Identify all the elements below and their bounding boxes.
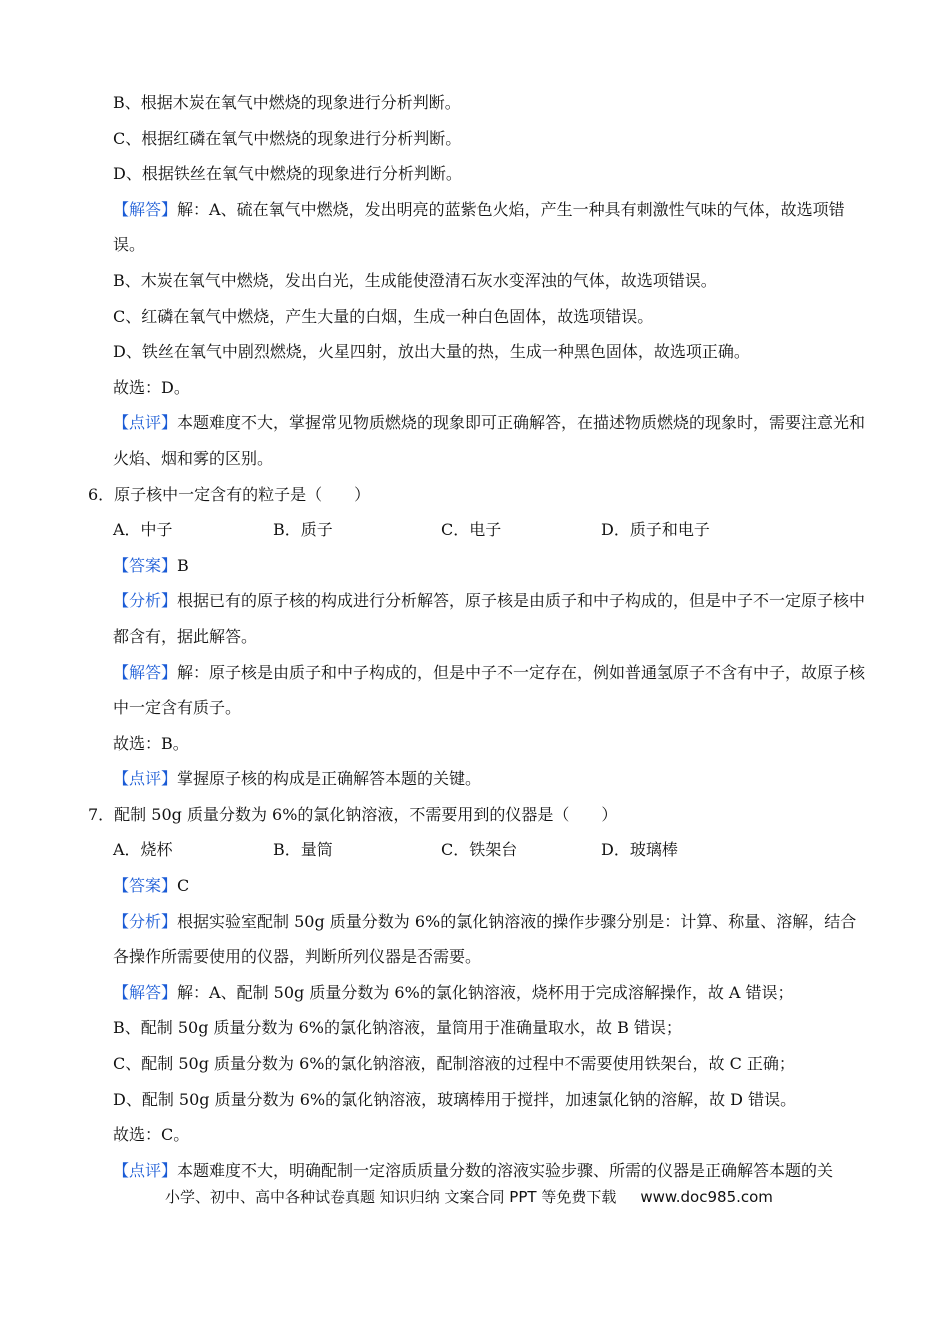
analysis-tag: 【分析】 [113, 591, 178, 611]
q7-comment-text: 本题难度不大，明确配制一定溶质质量分数的溶液实验步骤、所需的仪器是正确解答本题的关 [177, 1160, 834, 1180]
answer-tag: 【答案】 [113, 876, 178, 896]
q7-answer-value: C [177, 876, 190, 896]
footer-text: 小学、初中、高中各种试卷真题 知识归纳 文案合同 PPT 等免费下载 [165, 1188, 617, 1206]
comment-tag: 【点评】 [113, 413, 178, 433]
q5-solution-line: B、木炭在氧气中燃烧，发出白光，生成能使澄清石灰水变浑浊的气体，故选项错误。 [113, 270, 717, 290]
q5-solution-line: C、红磷在氧气中燃烧，产生大量的白烟，生成一种白色固体，故选项错误。 [113, 306, 654, 326]
solution-tag: 【解答】 [113, 199, 178, 219]
q6-comment-text: 掌握原子核的构成是正确解答本题的关键。 [177, 769, 482, 789]
q6-answer [113, 548, 870, 584]
q6-choice: 故选：B。 [113, 733, 189, 753]
q7-solution-text: 解：A、配制 50g 质量分数为 6%的氯化钠溶液，烧杯用于完成溶解操作，故 A 错误； [177, 982, 794, 1002]
q7-comment [113, 1153, 870, 1189]
document-body [88, 85, 870, 1188]
solution-tag: 【解答】 [113, 662, 178, 682]
q5-comment [113, 405, 870, 476]
q7-answer [113, 868, 870, 904]
answer-tag: 【答案】 [113, 555, 178, 575]
text-line: B、根据木炭在氧气中燃烧的现象进行分析判断。 [113, 93, 461, 112]
q5-solution [113, 192, 870, 263]
q6-option-d: D．质子和电子 [601, 520, 710, 540]
q7-solution-line: C、配制 50g 质量分数为 6%的氯化钠溶液，配制溶液的过程中不需要使用铁架台，故 C 正确； [113, 1054, 795, 1074]
q7-option-c: C．铁架台 [441, 840, 518, 860]
q6-question: 6．原子核中一定含有的粒子是（ ） [88, 484, 371, 504]
q5-comment-text: 本题难度不大，掌握常见物质燃烧的现象即可正确解答，在描述物质燃烧的现象时，需要注意光和火焰、烟和雾的区别。 [113, 413, 866, 468]
q6-option-b: B．质子 [273, 520, 333, 540]
q6-analysis [113, 583, 870, 654]
q7-option-d: D．玻璃棒 [601, 840, 678, 860]
q7-options [113, 832, 870, 868]
text-line: C、根据红磷在氧气中燃烧的现象进行分析判断。 [113, 128, 462, 148]
q5-solution-line: D、铁丝在氧气中剧烈燃烧，火星四射，放出大量的热，生成一种黑色固体，故选项正确。 [113, 342, 750, 362]
page-footer [165, 1186, 865, 1207]
q6-option-c: C．电子 [441, 520, 502, 540]
q6-options [113, 512, 870, 548]
comment-tag: 【点评】 [113, 769, 178, 789]
q7-analysis [113, 904, 870, 975]
q7-solution-line: D、配制 50g 质量分数为 6%的氯化钠溶液，玻璃棒用于搅拌，加速氯化钠的溶解，故 D 错误。 [113, 1089, 797, 1109]
q7-solution-line: B、配制 50g 质量分数为 6%的氯化钠溶液，量筒用于准确量取水，故 B 错误； [113, 1018, 682, 1038]
q6-solution [113, 655, 870, 726]
q6-analysis-text: 根据已有的原子核的构成进行分析解答，原子核是由质子和中子构成的，但是中子不一定原子核中都含有，据此解答。 [113, 591, 866, 646]
q7-option-a: A．烧杯 [113, 840, 173, 860]
q7-question: 7．配制 50g 质量分数为 6%的氯化钠溶液，不需要用到的仪器是（ ） [88, 804, 618, 824]
solution-tag: 【解答】 [113, 982, 178, 1002]
q5-choice: 故选：D。 [113, 377, 190, 397]
comment-tag: 【点评】 [113, 1160, 178, 1180]
q6-option-a: A．中子 [113, 520, 173, 540]
text-line: D、根据铁丝在氧气中燃烧的现象进行分析判断。 [113, 164, 462, 184]
q7-analysis-text: 根据实验室配制 50g 质量分数为 6%的氯化钠溶液的操作步骤分别是：计算、称量、溶解，结合各操作所需要使用的仪器，判断所列仪器是否需要。 [113, 911, 857, 967]
analysis-tag: 【分析】 [113, 911, 178, 931]
q6-solution-text: 解：原子核是由质子和中子构成的，但是中子不一定存在，例如普通氢原子不含有中子，故原子核中一定含有质子。 [113, 662, 866, 718]
q7-choice: 故选：C。 [113, 1125, 190, 1145]
q6-comment [113, 761, 870, 797]
q7-solution [113, 975, 870, 1011]
footer-url[interactable]: www.doc985.com [640, 1188, 773, 1206]
q7-option-b: B．量筒 [273, 840, 333, 860]
q6-answer-value: B [177, 555, 189, 575]
q5-solution-text: 解：A、硫在氧气中燃烧，发出明亮的蓝紫色火焰，产生一种具有刺激性气味的气体，故选项错误。 [113, 199, 845, 255]
